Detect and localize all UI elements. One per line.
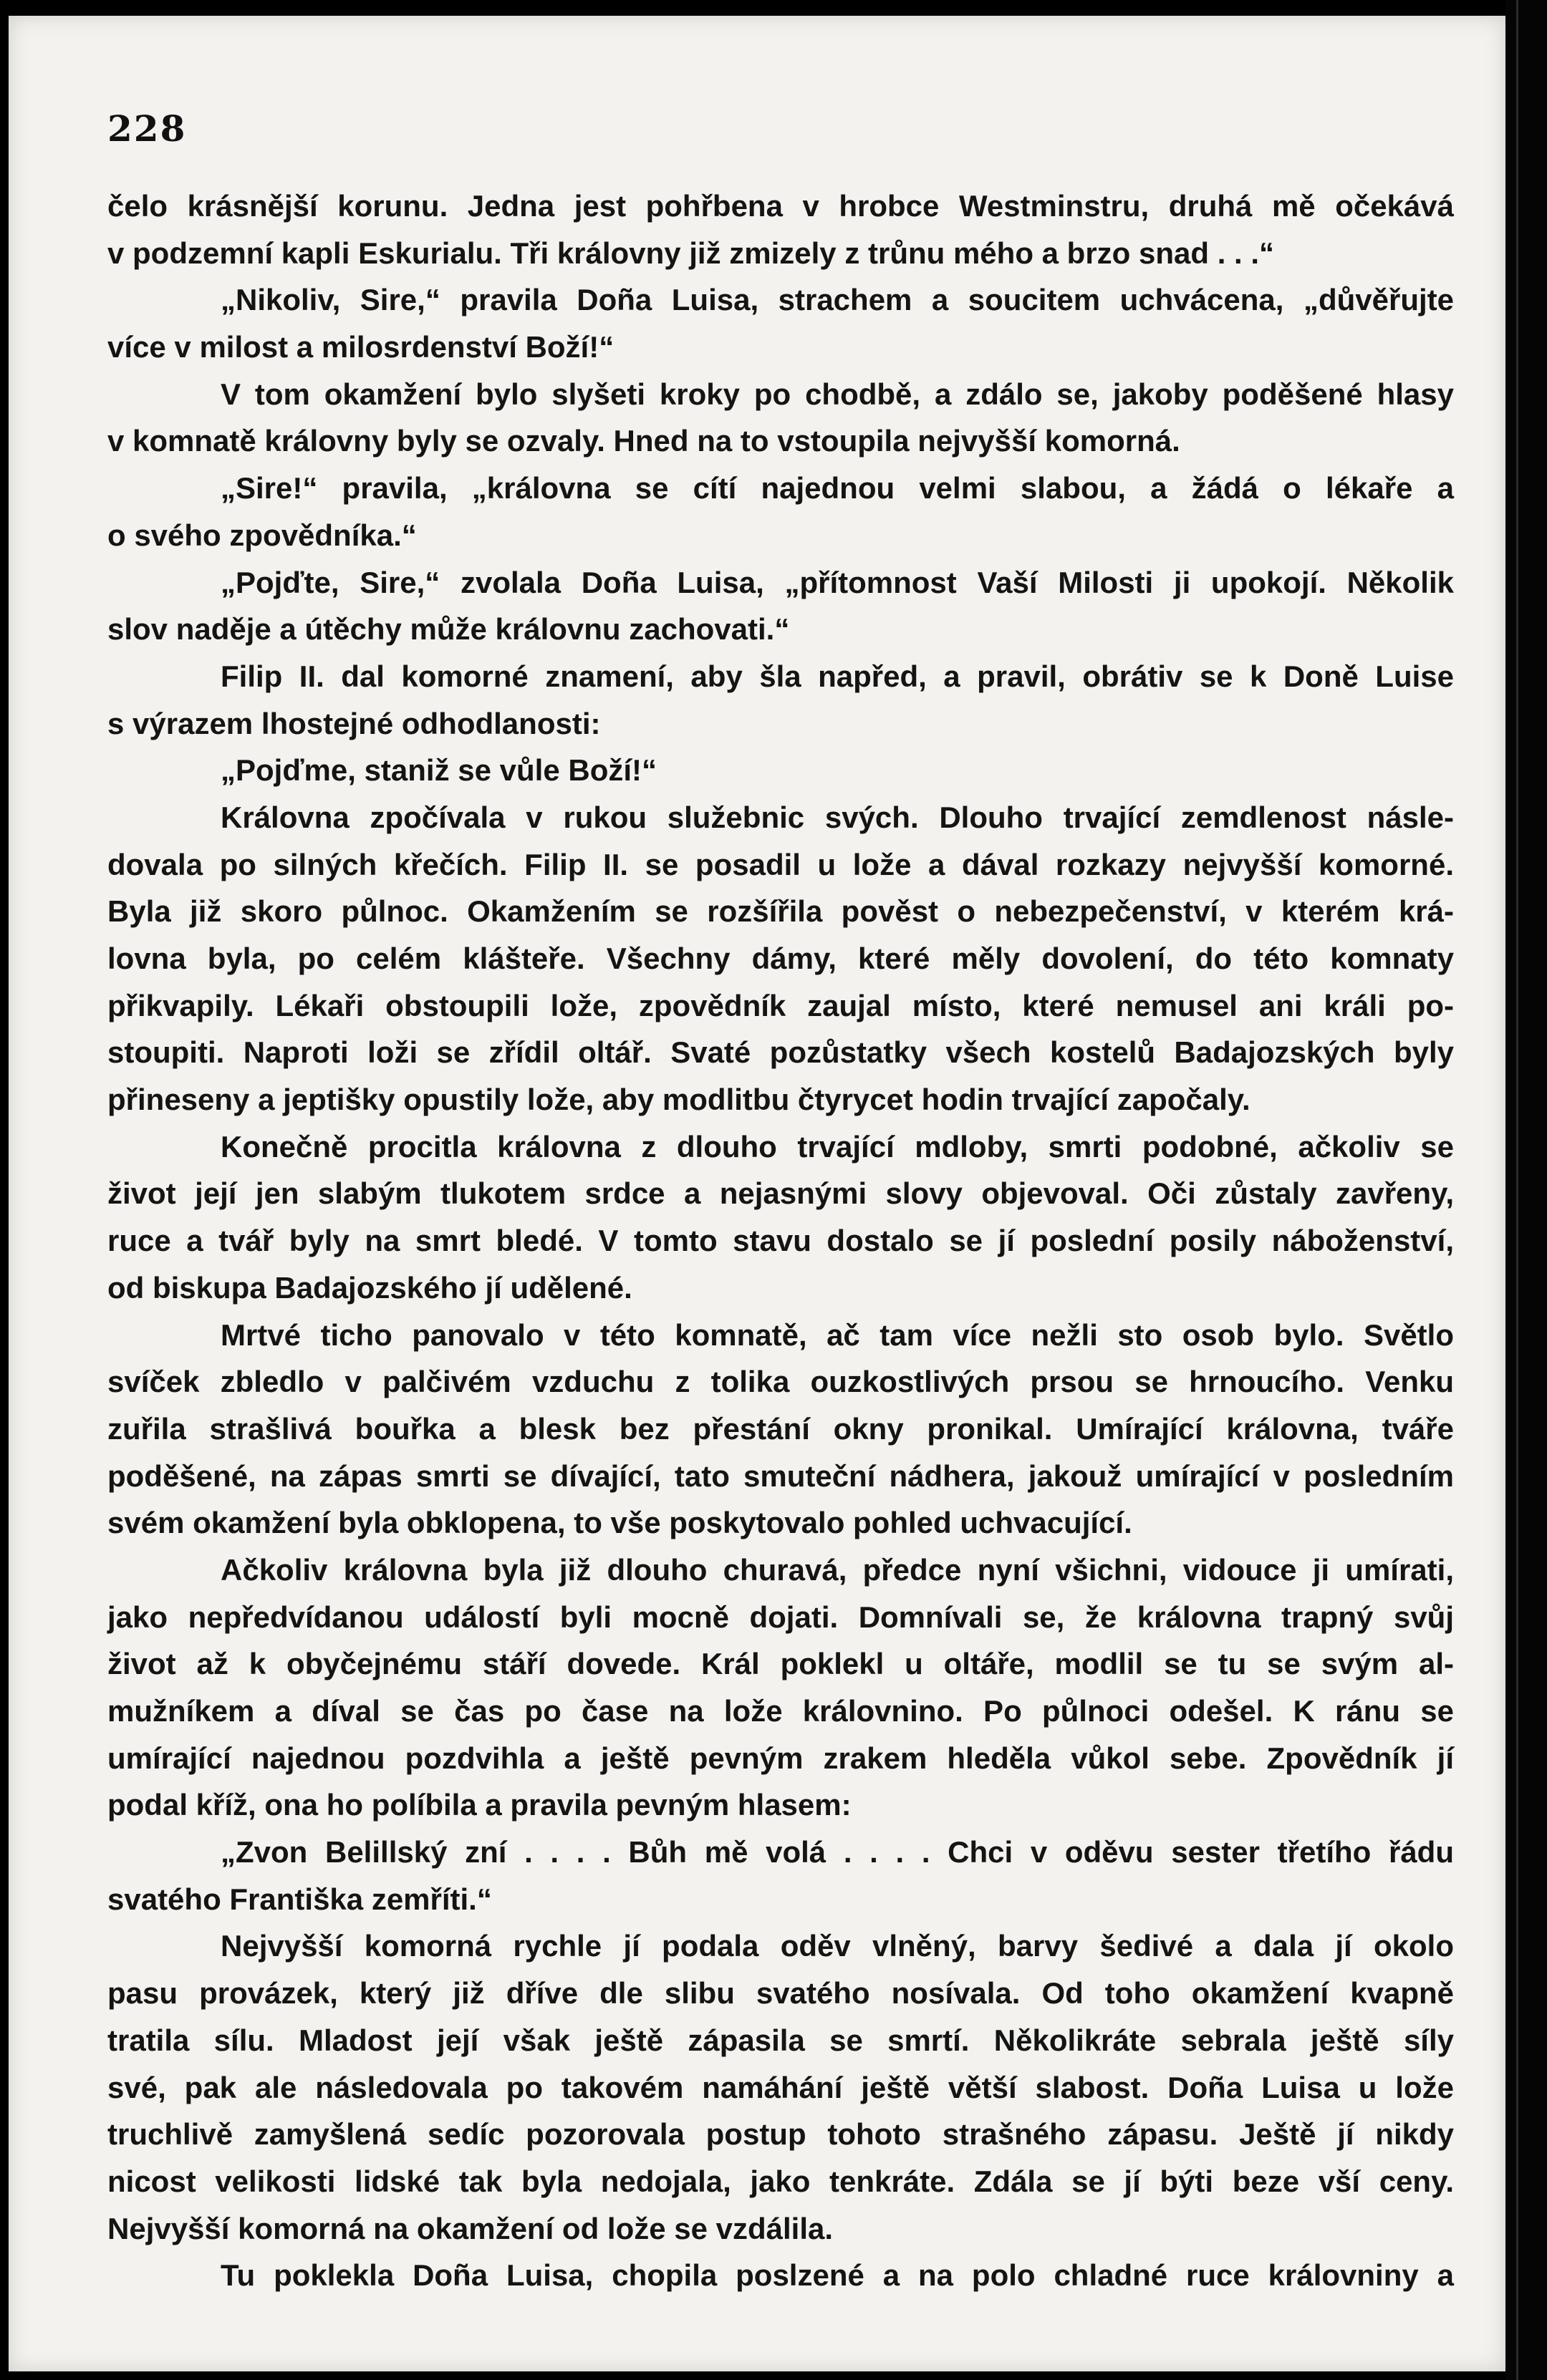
text-line: Nejvyšší komorná rychle jí podala oděv vlněný, barvy šedivé a dala jí okolo	[221, 1929, 1454, 1963]
text-line: čelo krásnější korunu. Jedna jest pohřbena v hrobce Westminstru, druhá mě očekává	[107, 189, 1454, 223]
text-line: truchlivě zamyšlená sedíc pozorovala postup tohoto strašného zápasu. Ještě jí nikdy	[107, 2117, 1454, 2152]
text-line: ruce a tvář byly na smrt bledé. V tomto stavu dostalo se jí poslední posily náboženství,	[107, 1224, 1454, 1258]
text-line: Ačkoliv královna byla již dlouho churavá, předce nyní všichni, vidouce ji umírati,	[221, 1552, 1454, 1587]
text-line: přikvapily. Lékaři obstoupili lože, zpovědník zaujal místo, které nemusel ani králi po-	[107, 988, 1454, 1022]
text-line: svém okamžení byla obklopena, to vše poskytovalo pohled uchvacující.	[107, 1506, 1132, 1540]
text-line: pasu provázek, který již dříve dle slibu svatého nosívala. Od toho okamžení kvapně	[107, 1976, 1454, 2011]
text-line: „Zvon Belillský zní . . . . Bůh mě volá . . . . Chci v oděvu sester třetího řádu	[221, 1835, 1454, 1869]
text-line: lovna byla, po celém klášteře. Všechny dámy, které měly dovolení, do této komnaty	[107, 942, 1454, 975]
text-line: o svého zpovědníka.“	[107, 518, 417, 552]
text-line: tratila sílu. Mladost její však ještě zápasila se smrtí. Několikráte sebrala ještě síly	[107, 2023, 1454, 2057]
page-number: 228	[107, 107, 187, 150]
text-line: dovala po silných křečích. Filip II. se posadil u lože a dával rozkazy nejvyšší komorné.	[107, 847, 1454, 881]
text-line: život až k obyčejnému stáří dovede. Král poklekl u oltáře, modlil se tu se svým al-	[107, 1647, 1454, 1681]
text-line: v komnatě královny byly se ozvaly. Hned na to vstoupila nejvyšší komorná.	[107, 424, 1180, 458]
text-line: Mrtvé ticho panovalo v této komnatě, ač tam více nežli sto osob bylo. Světlo	[221, 1317, 1454, 1352]
text-line: „Pojďte, Sire,“ zvolala Doña Luisa, „přítomnost Vaší Milosti ji upokojí. Několik	[221, 565, 1454, 599]
text-line: „Nikoliv, Sire,“ pravila Doña Luisa, strachem a soucitem uchvácena, „důvěřujte	[221, 283, 1454, 317]
text-line: „Pojďme, staniž se vůle Boží!“	[221, 753, 657, 788]
text-line: Konečně procitla královna z dlouho trvající mdloby, smrti podobné, ačkoliv se	[221, 1129, 1454, 1164]
text-line: své, pak ale následovala po takovém namáhání ještě větší slabost. Doña Luisa u lože	[107, 2070, 1454, 2104]
text-line: více v milost a milosrdenství Boží!“	[107, 330, 615, 364]
text-line: mužníkem a díval se čas po čase na lože královnino. Po půlnoci odešel. K ránu se	[107, 1694, 1454, 1728]
text-line: stoupiti. Naproti loži se zřídil oltář. Svaté pozůstatky všech kostelů Badajozských byly	[107, 1035, 1454, 1070]
text-line: zuřila strašlivá bouřka a blesk bez přestání okny pronikal. Umírající královna, tváře	[107, 1411, 1454, 1446]
text-line: přineseny a jeptišky opustily lože, aby modlitbu čtyrycet hodin trvající započaly.	[107, 1083, 1250, 1117]
text-line: život její jen slabým tlukotem srdce a nejasnými slovy objevoval. Oči zůstaly zavřeny,	[107, 1176, 1454, 1211]
text-line: svatého Františka zemříti.“	[107, 1882, 492, 1916]
text-line: „Sire!“ pravila, „královna se cítí najednou velmi slabou, a žádá o lékaře a	[221, 471, 1454, 505]
text-line: Tu poklekla Doña Luisa, chopila poslzené a na polo chladné ruce královniny a	[221, 2258, 1454, 2293]
scan-dark-edge	[1505, 0, 1547, 2380]
text-line: Nejvyšší komorná na okamžení od lože se vzdálila.	[107, 2211, 834, 2245]
text-line: nicost velikosti lidské tak byla nedojala, jako tenkráte. Zdála se jí býti beze vší ceny.	[107, 2164, 1454, 2198]
text-line: svíček zbledlo v palčivém vzduchu z tolika ouzkostlivých prsou se hrnoucího. Venku	[107, 1365, 1454, 1399]
text-line: jako nepředvídanou událostí byli mocně dojati. Domnívali se, že královna trapný svůj	[107, 1600, 1454, 1634]
text-line: v podzemní kapli Eskurialu. Tři královny již zmizely z trůnu mého a brzo snad . . .“	[107, 236, 1275, 270]
text-line: od biskupa Badajozského jí udělené.	[107, 1270, 632, 1305]
body-text	[107, 183, 1454, 2299]
text-line: s výrazem lhostejné odhodlanosti:	[107, 706, 601, 740]
scan-edge-line	[1516, 0, 1518, 2380]
text-line: V tom okamžení bylo slyšeti kroky po chodbě, a zdálo se, jakoby poděšené hlasy	[221, 377, 1454, 411]
text-line: slov naděje a útěchy může královnu zachovati.“	[107, 612, 790, 647]
text-line: Královna zpočívala v rukou služebnic svých. Dlouho trvající zemdlenost násle-	[221, 800, 1454, 834]
text-line: umírající najednou pozdvihla a ještě pevným zrakem hleděla vůkol sebe. Zpovědník jí	[107, 1741, 1454, 1775]
text-line: poděšené, na zápas smrti se dívající, tato smuteční nádhera, jakouž umírající v posledním	[107, 1459, 1454, 1493]
text-line: Filip II. dal komorné znamení, aby šla napřed, a pravil, obrátiv se k Doně Luise	[221, 659, 1454, 693]
text-line: podal kříž, ona ho políbila a pravila pevným hlasem:	[107, 1788, 852, 1822]
text-line: Byla již skoro půlnoc. Okamžením se rozšířila pověst o nebezpečenství, v kterém krá-	[107, 894, 1454, 929]
